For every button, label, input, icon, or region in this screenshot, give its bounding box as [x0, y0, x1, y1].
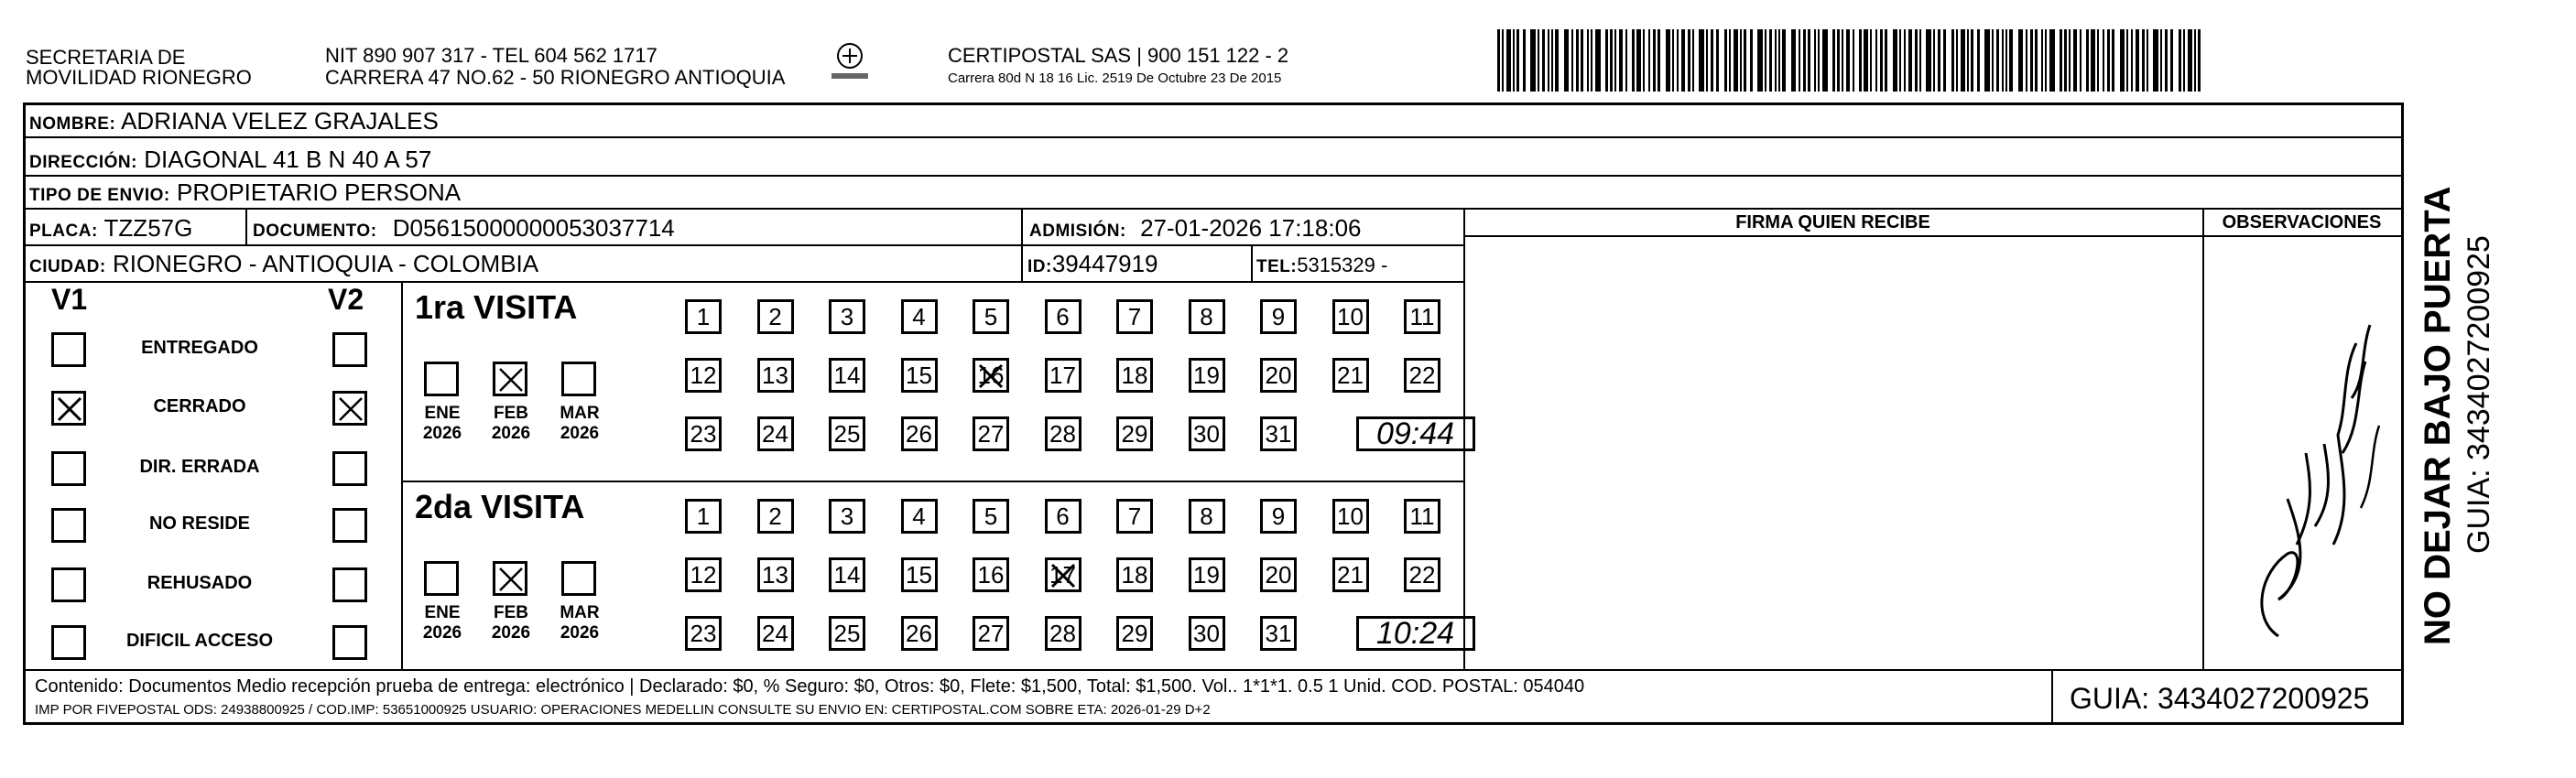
barcode-bar — [2136, 29, 2139, 92]
visit-title: 2da VISITA — [415, 488, 585, 525]
barcode-bar — [1799, 29, 1800, 92]
barcode-bar — [1542, 29, 1545, 92]
barcode-bar — [1538, 29, 1539, 92]
day-box[interactable]: 3 — [829, 499, 865, 534]
day-box[interactable]: 15 — [901, 358, 938, 393]
day-box[interactable]: 24 — [757, 616, 794, 651]
barcode-bar — [2009, 29, 2013, 92]
month-checkbox[interactable] — [493, 561, 527, 596]
barcode-bar — [1555, 29, 1559, 92]
barcode-bar — [1564, 29, 1569, 92]
month-label: MAR 2026 — [560, 603, 600, 643]
nombre-field: NOMBRE: ADRIANA VELEZ GRAJALES — [29, 107, 439, 135]
barcode-bar — [2147, 29, 2148, 92]
day-box[interactable]: 11 — [1404, 499, 1440, 534]
status-label: ENTREGADO — [141, 338, 258, 358]
barcode-bar — [1625, 29, 1627, 92]
day-box[interactable]: 6 — [1045, 499, 1081, 534]
barcode-bar — [2126, 29, 2128, 92]
barcode-bar — [2005, 29, 2007, 92]
month-checkbox[interactable] — [493, 362, 527, 396]
v2-checkbox[interactable] — [332, 451, 367, 486]
barcode-bar — [2188, 29, 2192, 92]
month-label: FEB 2026 — [491, 404, 531, 443]
barcode-bar — [1904, 29, 1906, 92]
barcode-bar — [1899, 29, 1901, 92]
direccion-field: DIRECCIÓN: DIAGONAL 41 B N 40 A 57 — [29, 146, 432, 173]
ciudad-value: RIONEGRO - ANTIOQUIA - COLOMBIA — [112, 250, 539, 277]
month-label: MAR 2026 — [560, 404, 600, 443]
barcode-bar — [1530, 29, 1536, 92]
barcode-bar — [1551, 29, 1553, 92]
imp-text: IMP POR FIVEPOSTAL ODS: 24938800925 / COD.IMP: 53651000925 USUARIO: OPERACIONES MEDELLIN CONSULTE SU ENVIO EN: CERTIPOSTAL.COM SOBRE ETA: 2026-01-29 D+2 — [35, 702, 1211, 718]
barcode-bar — [1908, 29, 1912, 92]
day-box[interactable]: 7 — [1116, 499, 1153, 534]
barcode-bar — [2030, 29, 2033, 92]
barcode-bar — [1853, 29, 1854, 92]
day-box[interactable]: 12 — [685, 557, 722, 592]
barcode-bar — [2064, 29, 2067, 92]
firma-header: FIRMA QUIEN RECIBE — [1735, 212, 1930, 232]
barcode-bar — [2198, 29, 2201, 92]
v2-checkbox[interactable] — [332, 508, 367, 543]
day-box[interactable]: 30 — [1189, 416, 1225, 451]
day-box[interactable]: 10 — [1332, 499, 1369, 534]
barcode-bar — [2170, 29, 2173, 92]
barcode-bar — [1864, 29, 1868, 92]
day-box[interactable]: 25 — [829, 416, 865, 451]
v2-header: V2 — [328, 283, 364, 316]
day-box[interactable]: 23 — [685, 616, 722, 651]
month-checkbox[interactable] — [561, 561, 596, 596]
status-label: NO RESIDE — [148, 513, 251, 534]
barcode-bar — [1587, 29, 1589, 92]
month-checkbox[interactable] — [424, 362, 459, 396]
barcode-bar — [2120, 29, 2125, 92]
tipo-envio-value: PROPIETARIO PERSONA — [176, 178, 462, 206]
barcode-bar — [2002, 29, 2004, 92]
day-box[interactable]: 13 — [757, 358, 794, 393]
barcode — [1497, 29, 2202, 92]
day-box[interactable]: 22 — [1404, 358, 1440, 393]
barcode-bar — [1765, 29, 1766, 92]
barcode-bar — [2183, 29, 2185, 92]
barcode-bar — [1516, 29, 1519, 92]
barcode-bar — [1614, 29, 1616, 92]
tel-value: 5315329 - — [1297, 254, 1388, 276]
tipo-envio-field: TIPO DE ENVIO: PROPIETARIO PERSONA — [29, 178, 462, 206]
day-box[interactable]: 14 — [829, 557, 865, 592]
day-box[interactable]: 27 — [973, 616, 1009, 651]
v1-checkbox[interactable] — [51, 625, 86, 660]
barcode-bar — [2097, 29, 2099, 92]
barcode-bar — [1605, 29, 1608, 92]
barcode-bar — [2069, 29, 2071, 92]
barcode-bar — [2194, 29, 2196, 92]
day-box[interactable]: 18 — [1116, 358, 1153, 393]
barcode-bar — [1885, 29, 1887, 92]
barcode-bar — [1672, 29, 1674, 92]
admision-value: 27-01-2026 17:18:06 — [1140, 214, 1362, 242]
barcode-bar — [1724, 29, 1727, 92]
v2-checkbox[interactable] — [332, 391, 367, 426]
day-box[interactable]: 20 — [1260, 557, 1297, 592]
day-box[interactable]: 6 — [1045, 299, 1081, 334]
barcode-bar — [1933, 29, 1935, 92]
visit-title: 1ra VISITA — [415, 288, 578, 326]
barcode-bar — [2045, 29, 2047, 92]
company-sub: Carrera 80d N 18 16 Lic. 2519 De Octubre 23 De 2015 — [948, 70, 1282, 86]
barcode-bar — [2142, 29, 2145, 92]
barcode-bar — [1782, 29, 1786, 92]
barcode-bar — [2080, 29, 2081, 92]
barcode-bar — [2160, 29, 2162, 92]
barcode-bar — [1926, 29, 1931, 92]
barcode-bar — [1875, 29, 1877, 92]
day-box[interactable]: 22 — [1404, 557, 1440, 592]
barcode-bar — [2107, 29, 2110, 92]
barcode-bar — [1729, 29, 1731, 92]
barcode-bar — [2026, 29, 2027, 92]
barcode-bar — [1502, 29, 1504, 92]
day-box[interactable]: 2 — [757, 499, 794, 534]
barcode-bar — [1740, 29, 1742, 92]
barcode-bar — [1619, 29, 1623, 92]
v2-checkbox[interactable] — [332, 625, 367, 660]
day-box[interactable]: 17 — [1045, 358, 1081, 393]
admision-field: ADMISIÓN: 27-01-2026 17:18:06 — [1029, 214, 1362, 242]
day-box[interactable]: 8 — [1189, 299, 1225, 334]
day-box[interactable]: 7 — [1116, 299, 1153, 334]
barcode-bar — [1818, 29, 1820, 92]
day-box[interactable]: 31 — [1260, 616, 1297, 651]
ciudad-field: CIUDAD: RIONEGRO - ANTIOQUIA - COLOMBIA — [29, 250, 539, 277]
status-label: REHUSADO — [147, 573, 253, 593]
day-box[interactable]: 15 — [901, 557, 938, 592]
barcode-bar — [2131, 29, 2133, 92]
barcode-bar — [1576, 29, 1579, 92]
barcode-bar — [1711, 29, 1713, 92]
v2-checkbox[interactable] — [332, 332, 367, 367]
day-box[interactable]: 5 — [973, 299, 1009, 334]
day-box[interactable]: 31 — [1260, 416, 1297, 451]
tel-field: TEL:5315329 - — [1256, 254, 1388, 276]
placa-value: TZZ57G — [103, 214, 193, 242]
barcode-bar — [1571, 29, 1573, 92]
barcode-bar — [1681, 29, 1685, 92]
day-box[interactable]: 28 — [1045, 616, 1081, 651]
day-box[interactable]: 11 — [1404, 299, 1440, 334]
barcode-bar — [1706, 29, 1708, 92]
barcode-bar — [1750, 29, 1753, 92]
documento-field: DOCUMENTO: D05615000000053037714 — [253, 214, 675, 242]
side-guia: GUIA: 3434027200925 — [2462, 235, 2496, 554]
contenido-text: Contenido: Documentos Medio recepción prueba de entrega: electrónico | Declarado: $0, % Seguro: $0, Otros: $0, Flete: $1,500, Total: $1,500. Vol.. 1*1*1. 0.5 1 Unid. COD. POSTAL: 054040 — [35, 676, 1585, 697]
address-line: CARRERA 47 NO.62 - 50 RIONEGRO ANTIOQUIA — [325, 66, 786, 89]
nit-line: NIT 890 907 317 - TEL 604 562 1717 — [325, 44, 658, 67]
day-box[interactable]: 9 — [1260, 499, 1297, 534]
barcode-bar — [1506, 29, 1511, 92]
month-label: ENE 2026 — [422, 603, 462, 643]
barcode-bar — [2165, 29, 2168, 92]
barcode-bar — [1666, 29, 1670, 92]
day-box[interactable]: 4 — [901, 499, 938, 534]
nombre-value: ADRIANA VELEZ GRAJALES — [121, 107, 439, 135]
day-box[interactable]: 1 — [685, 299, 722, 334]
barcode-bar — [2018, 29, 2023, 92]
barcode-bar — [1581, 29, 1583, 92]
barcode-bar — [1692, 29, 1694, 92]
barcode-bar — [1636, 29, 1641, 92]
day-box[interactable]: 2 — [757, 299, 794, 334]
barcode-bar — [2049, 29, 2055, 92]
barcode-bar — [1769, 29, 1772, 92]
day-box[interactable]: 20 — [1260, 358, 1297, 393]
v1-checkbox[interactable] — [51, 508, 86, 543]
month-label: ENE 2026 — [422, 404, 462, 443]
barcode-bar — [1943, 29, 1946, 92]
day-box[interactable]: 19 — [1189, 557, 1225, 592]
org-name-line1: SECRETARIA DE — [26, 46, 186, 69]
day-box[interactable]: 24 — [757, 416, 794, 451]
day-box[interactable]: 9 — [1260, 299, 1297, 334]
day-box[interactable]: 19 — [1189, 358, 1225, 393]
day-box[interactable]: 27 — [973, 416, 1009, 451]
v1-checkbox[interactable] — [51, 451, 86, 486]
barcode-bar — [1967, 29, 1969, 92]
barcode-bar — [1984, 29, 1990, 92]
day-box[interactable]: 21 — [1332, 358, 1369, 393]
id-field: ID:39447919 — [1027, 250, 1158, 277]
barcode-bar — [1938, 29, 1940, 92]
barcode-bar — [1915, 29, 1918, 92]
barcode-bar — [1513, 29, 1515, 92]
day-box[interactable]: 5 — [973, 499, 1009, 534]
day-box[interactable]: 28 — [1045, 416, 1081, 451]
barcode-bar — [1971, 29, 1973, 92]
barcode-bar — [2041, 29, 2043, 92]
day-box[interactable]: 26 — [901, 416, 938, 451]
month-checkbox[interactable] — [561, 362, 596, 396]
barcode-bar — [2086, 29, 2089, 92]
day-box[interactable]: 23 — [685, 416, 722, 451]
barcode-bar — [1523, 29, 1526, 92]
barcode-bar — [1992, 29, 1994, 92]
barcode-bar — [1961, 29, 1965, 92]
day-box[interactable]: 3 — [829, 299, 865, 334]
barcode-bar — [1632, 29, 1635, 92]
company-line: CERTIPOSTAL SAS | 900 151 122 - 2 — [948, 44, 1289, 67]
observaciones-header: OBSERVACIONES — [2222, 212, 2382, 232]
day-box[interactable]: 13 — [757, 557, 794, 592]
v1-checkbox[interactable] — [51, 567, 86, 602]
barcode-bar — [1814, 29, 1816, 92]
day-box[interactable]: 1 — [685, 499, 722, 534]
side-warning: NO DEJAR BAJO PUERTA — [2418, 186, 2458, 645]
barcode-bar — [2179, 29, 2181, 92]
barcode-bar — [1775, 29, 1777, 92]
barcode-bar — [2103, 29, 2104, 92]
barcode-bar — [1595, 29, 1601, 92]
barcode-bar — [1956, 29, 1958, 92]
barcode-bar — [1808, 29, 1810, 92]
org-name-line2: MOVILIDAD RIONEGRO — [26, 66, 252, 89]
month-checkbox[interactable] — [424, 561, 459, 596]
direccion-value: DIAGONAL 41 B N 40 A 57 — [144, 146, 432, 173]
barcode-bar — [1757, 29, 1763, 92]
day-box[interactable]: 25 — [829, 616, 865, 651]
placa-field: PLACA: TZZ57G — [29, 214, 193, 242]
barcode-bar — [1951, 29, 1954, 92]
day-box[interactable]: 10 — [1332, 299, 1369, 334]
day-box[interactable]: 21 — [1332, 557, 1369, 592]
barcode-bar — [1859, 29, 1862, 92]
day-box[interactable]: 4 — [901, 299, 938, 334]
barcode-bar — [1977, 29, 1980, 92]
day-box[interactable]: 12 — [685, 358, 722, 393]
status-label: DIFICIL ACCESO — [125, 631, 273, 651]
day-box[interactable]: 14 — [829, 358, 865, 393]
barcode-bar — [1744, 29, 1746, 92]
month-label: FEB 2026 — [491, 603, 531, 643]
day-box[interactable]: 17 — [1045, 557, 1081, 592]
barcode-bar — [1658, 29, 1660, 92]
day-box[interactable]: 29 — [1116, 616, 1153, 651]
visit-time: 10:24 — [1356, 616, 1475, 651]
day-box[interactable]: 16 — [973, 557, 1009, 592]
documento-value: D05615000000053037714 — [392, 214, 675, 242]
day-box[interactable]: 29 — [1116, 416, 1153, 451]
visit-time: 09:44 — [1356, 416, 1475, 451]
barcode-bar — [2091, 29, 2095, 92]
day-box[interactable]: 30 — [1189, 616, 1225, 651]
barcode-bar — [1880, 29, 1883, 92]
barcode-bar — [1996, 29, 1999, 92]
barcode-bar — [1842, 29, 1843, 92]
barcode-bar — [1778, 29, 1780, 92]
barcode-bar — [1803, 29, 1806, 92]
barcode-bar — [1832, 29, 1835, 92]
status-label: CERRADO — [153, 396, 246, 416]
v1-checkbox[interactable] — [51, 391, 86, 426]
barcode-bar — [2035, 29, 2038, 92]
barcode-bar — [1677, 29, 1679, 92]
day-box[interactable]: 16 — [973, 358, 1009, 393]
barcode-bar — [1643, 29, 1645, 92]
barcode-bar — [2112, 29, 2114, 92]
barcode-bar — [1870, 29, 1872, 92]
barcode-bar — [2060, 29, 2062, 92]
barcode-bar — [1610, 29, 1613, 92]
v2-checkbox[interactable] — [332, 567, 367, 602]
delivery-form — [23, 103, 2404, 725]
id-value: 39447919 — [1051, 250, 1158, 277]
barcode-bar — [1716, 29, 1719, 92]
barcode-bar — [1791, 29, 1796, 92]
barcode-bar — [1822, 29, 1828, 92]
status-label: DIR. ERRADA — [139, 457, 260, 477]
barcode-bar — [1919, 29, 1921, 92]
barcode-bar — [1699, 29, 1704, 92]
barcode-bar — [2153, 29, 2158, 92]
day-box[interactable]: 26 — [901, 616, 938, 651]
barcode-bar — [1653, 29, 1656, 92]
v1-header: V1 — [51, 283, 88, 316]
signature — [2223, 270, 2388, 654]
barcode-bar — [1846, 29, 1850, 92]
barcode-bar — [1648, 29, 1650, 92]
barcode-bar — [1497, 29, 1500, 92]
barcode-bar — [1893, 29, 1897, 92]
guia-footer: GUIA: 3434027200925 — [2070, 682, 2370, 715]
day-box[interactable]: 18 — [1116, 557, 1153, 592]
barcode-bar — [1548, 29, 1549, 92]
barcode-bar — [1591, 29, 1592, 92]
barcode-bar — [1734, 29, 1738, 92]
barcode-bar — [1837, 29, 1840, 92]
v1-checkbox[interactable] — [51, 332, 86, 367]
barcode-bar — [1688, 29, 1690, 92]
certipostal-logo-icon — [831, 40, 868, 84]
day-box[interactable]: 8 — [1189, 499, 1225, 534]
barcode-bar — [2073, 29, 2077, 92]
